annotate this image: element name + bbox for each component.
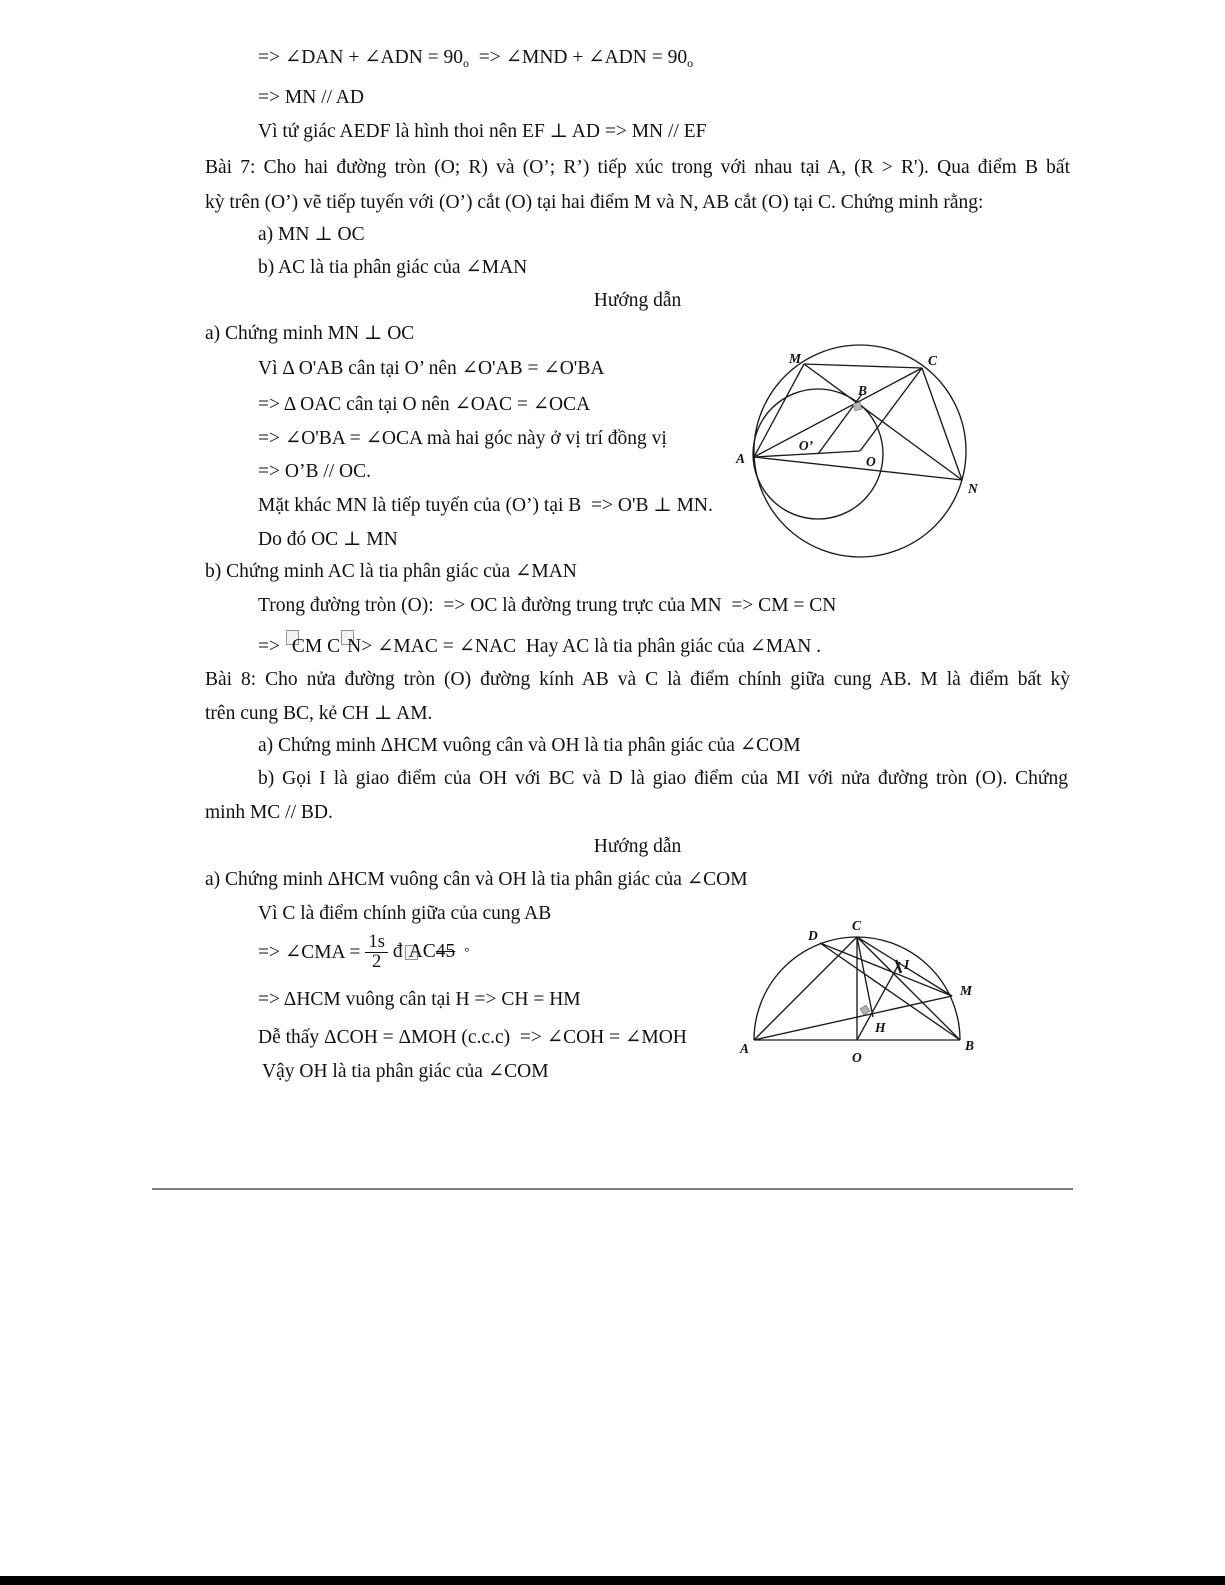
equation-text: C <box>422 941 436 963</box>
point-label-M: M <box>960 983 973 998</box>
point-label-N: N <box>968 481 978 496</box>
problem-7-statement: Bài 7: Cho hai đường tròn (O; R) và (O’; R’) tiếp xúc trong với nhau tại A, (R > R'). Qua điểm B bất <box>205 157 1070 178</box>
segment-CB <box>857 937 960 1040</box>
equation-text: => <box>258 636 285 657</box>
section-heading: Hướng dẫn <box>593 836 682 857</box>
point-label-O-prime: O’ <box>798 438 814 453</box>
fraction-denominator: 2 <box>372 951 382 972</box>
text-line: a) Chứng minh ΔHCM vuông cân và OH là tia phân giác của ∠COM <box>205 869 748 890</box>
equation-text: > ∠MAC = ∠NAC Hay AC là tia phân giác của ∠MAN . <box>361 636 822 657</box>
text-line: a) Chứng minh MN ⊥ OC <box>205 323 415 344</box>
text-line: a) Chứng minh ΔHCM vuông cân và OH là tia phân giác của ∠COM <box>258 735 801 756</box>
equation-value: 45 <box>435 941 456 963</box>
text-line <box>258 46 693 71</box>
angle-formula-line <box>258 933 469 972</box>
text-line: => ∠O'BA = ∠OCA mà hai góc này ở vị trí đồng vị <box>258 428 667 449</box>
text-line: Mặt khác MN là tiếp tuyến của (O’) tại B => O'B ⊥ MN. <box>258 495 713 516</box>
text-line: minh MC // BD. <box>205 802 333 823</box>
text-line: => MN // AD <box>258 87 364 108</box>
right-angle-mark-H <box>860 1005 870 1015</box>
segment-CH <box>857 937 873 1017</box>
equation-text: => ∠MND + ∠ADN = 90 <box>469 47 688 68</box>
radius-O-prime-B <box>818 394 862 454</box>
text-line: Vì tứ giác AEDF là hình thoi nên EF ⊥ AD => MN // EF <box>258 121 707 142</box>
page-divider <box>152 1188 1073 1190</box>
text-line: => O’B // OC. <box>258 461 372 482</box>
problem-8-statement: Bài 8: Cho nửa đường tròn (O) đường kính AB và C là điểm chính giữa cung AB. M là điểm bất kỳ <box>205 669 1070 690</box>
subscript-o: o <box>687 56 694 70</box>
equation-text: => ∠CMA = <box>258 942 361 964</box>
text-line: Vì C là điểm chính giữa của cung AB <box>258 903 552 924</box>
point-label-C: C <box>928 353 938 368</box>
text-line: b) Gọi I là giao điểm của OH với BC và D là giao điểm của MI với nửa đường tròn (O). Chứng <box>258 768 1068 789</box>
equation-text: đ <box>392 941 403 963</box>
point-label-C: C <box>852 918 862 933</box>
equation-text: N <box>347 636 362 657</box>
equation-text: A <box>408 941 423 963</box>
text-line: a) MN ⊥ OC <box>258 224 365 245</box>
point-label-I: I <box>904 957 910 972</box>
point-label-O: O <box>852 1050 862 1065</box>
fraction-numerator: 1s <box>365 933 387 953</box>
degree-symbol: ° <box>464 944 470 960</box>
equation-text: => ∠DAN + ∠ADN = 90 <box>258 47 464 68</box>
segment-NA <box>754 457 962 480</box>
fraction <box>365 933 387 972</box>
subscript-o: o <box>463 56 470 70</box>
text-line: Dễ thấy ΔCOH = ΔMOH (c.c.c) => ∠COH = ∠MOH <box>258 1027 687 1048</box>
segment-AC <box>754 368 922 457</box>
right-angle-mark-B <box>853 402 862 411</box>
point-label-B: B <box>965 1038 975 1053</box>
segment-MC <box>804 364 922 368</box>
equation-text: CM C <box>291 636 341 657</box>
section-heading: Hướng dẫn <box>593 290 682 311</box>
text-line: => ΔHCM vuông cân tại H => CH = HM <box>258 989 581 1010</box>
point-label-H: H <box>875 1020 886 1035</box>
point-label-O: O <box>866 454 876 469</box>
text-line: Trong đường tròn (O): => OC là đường trung trực của MN => CM = CN <box>258 595 837 616</box>
text-line: Do đó OC ⊥ MN <box>258 529 398 550</box>
point-label-M: M <box>788 351 802 366</box>
geometry-diagram-semicircle <box>732 917 992 1069</box>
point-label-B: B <box>858 383 868 398</box>
text-line: => Δ OAC cân tại O nên ∠OAC = ∠OCA <box>258 394 591 415</box>
text-line-arc-equation <box>258 630 821 659</box>
problem-7-statement: kỳ trên (O’) vẽ tiếp tuyến với (O’) cắt (O) tại hai điểm M và N, AB cắt (O) tại C. Chứng minh rằng: <box>205 192 984 213</box>
text-line: Vì Δ O'AB cân tại O’ nên ∠O'AB = ∠O'BA <box>258 358 605 379</box>
radius-OC <box>860 368 922 451</box>
problem-8-statement: trên cung BC, kẻ CH ⊥ AM. <box>205 703 433 724</box>
text-line: b) AC là tia phân giác của ∠MAN <box>258 257 528 278</box>
text-line: b) Chứng minh AC là tia phân giác của ∠MAN <box>205 561 577 582</box>
geometry-diagram-two-circles <box>722 332 992 564</box>
point-label-A: A <box>736 451 746 466</box>
point-label-A: A <box>740 1041 750 1056</box>
point-label-D: D <box>808 928 818 943</box>
screen-bottom-bar <box>0 1576 1225 1585</box>
segment-AC <box>754 937 857 1040</box>
text-line: Vậy OH là tia phân giác của ∠COM <box>262 1061 549 1082</box>
